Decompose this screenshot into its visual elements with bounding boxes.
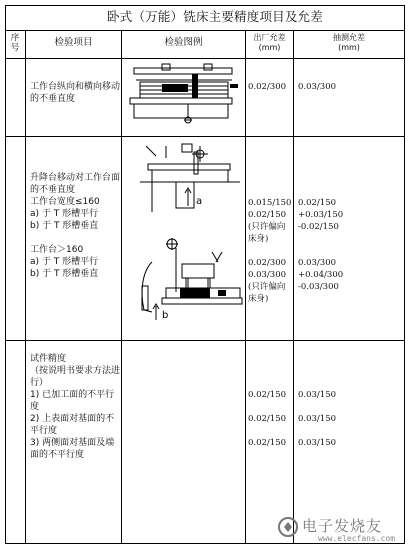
row3-factory-2: 0.02/150 [248,414,287,424]
page-title: 卧式（万能）铣床主要精度项目及允差 [107,9,323,24]
header-diagram: 检验图例 [164,37,203,48]
row3-factory-3: 0.02/150 [248,438,287,448]
row3-item-line: 平行度 [30,426,58,436]
row2-factory-line: 0.015/150 [248,198,292,208]
row3-sample-3: 0.03/150 [298,438,337,448]
col-divider-1 [25,30,26,544]
row2-sample-line: -0.02/150 [298,222,339,232]
row2-item-line: b) 于 T 形槽垂直 [30,269,99,279]
table-border-left [5,5,6,544]
header-divider [5,58,405,59]
header-factory [246,33,293,53]
row2-item-line: a) 于 T 形槽平行 [30,209,99,219]
row2-diagram-b [122,232,246,332]
row1-item [30,81,120,105]
row3-sample-2: 0.03/150 [298,414,337,424]
row2-sample [298,197,343,293]
watermark-logo-icon [277,516,299,538]
row3-sample-1: 0.03/150 [298,390,337,400]
watermark-url: www.elecfans.com [318,534,396,543]
table-border-top [5,5,405,6]
row2-item [30,172,120,280]
watermark-brand: 电子发烧友 [302,517,383,535]
row2-factory-line: 0.03/300 [248,270,287,280]
row2-item-line: a) 于 T 形槽平行 [30,257,99,267]
table-border-right [404,5,405,544]
row2-factory-line: (只许偏向 [248,282,286,292]
row2-sample-line [298,233,343,245]
row2-diagram-a [122,140,246,220]
row3-item-line: 1) 已加工面的不平行 [30,390,115,400]
row3-item-line: （按说明书要求方法进 [30,366,121,376]
row2-factory-line: 床身) [248,294,269,304]
row3-item-line: 3) 两侧面对基面及端 [30,438,115,448]
header-item: 检验项目 [54,37,93,48]
row2-item-line [30,232,120,244]
row3-factory-1: 0.02/150 [248,390,287,400]
row2-factory-line: 0.02/300 [248,258,287,268]
row2-item-line: 的不垂直度 [30,185,76,195]
row2-factory-line [248,245,291,257]
row1-diagram [122,60,246,136]
diagram-label-a: a [196,196,203,207]
row1-divider [5,136,405,137]
row2-item-line: 升降台移动对工作台面 [30,173,121,183]
header-sample-unit: (mm) [338,43,360,52]
header-index: 序号 [10,33,20,53]
header-sample [294,33,404,53]
row2-sample-line [298,245,343,257]
row2-item-line: 工作台＞160 [30,245,84,255]
diagram-label-b: b [162,310,169,321]
row2-sample-line: +0.03/150 [298,210,344,220]
row2-sample-line: -0.03/300 [298,282,339,292]
row2-factory-line: 床身) [248,234,269,244]
title-divider [5,30,405,31]
row2-item-line: b) 于 T 形槽垂直 [30,221,99,231]
row1-item-line: 工作台纵向和横向移动 [30,82,121,92]
row3-item-line: 2) 上表面对基面的不 [30,414,115,424]
row2-item-line: 工作台宽度≤160 [30,197,100,207]
row2-sample-line: +0.04/300 [298,270,344,280]
row1-sample: 0.03/300 [298,82,337,92]
header-factory-label: 出厂允差 [253,33,286,42]
row2-divider [5,340,405,341]
row2-factory-line: (只许偏向 [248,222,286,232]
table-border-bottom [5,543,405,544]
row3-item [30,353,120,461]
row2-sample-line: 0.02/150 [298,198,337,208]
row3-item-line: 试件精度 [30,354,67,364]
row2-factory-line: 0.02/150 [248,210,287,220]
row3-item-line: 面的不平行度 [30,450,85,460]
row1-factory: 0.02/300 [248,82,287,92]
header-sample-label: 抽测允差 [333,33,365,42]
col-divider-4 [293,30,294,544]
row3-item-line: 行） [30,378,49,388]
row1-item-line: 的不垂直度 [30,94,76,104]
header-factory-unit: (mm) [258,43,281,52]
row2-factory [248,197,291,305]
row3-item-line: 度 [30,402,40,412]
row2-sample-line: 0.03/300 [298,258,337,268]
